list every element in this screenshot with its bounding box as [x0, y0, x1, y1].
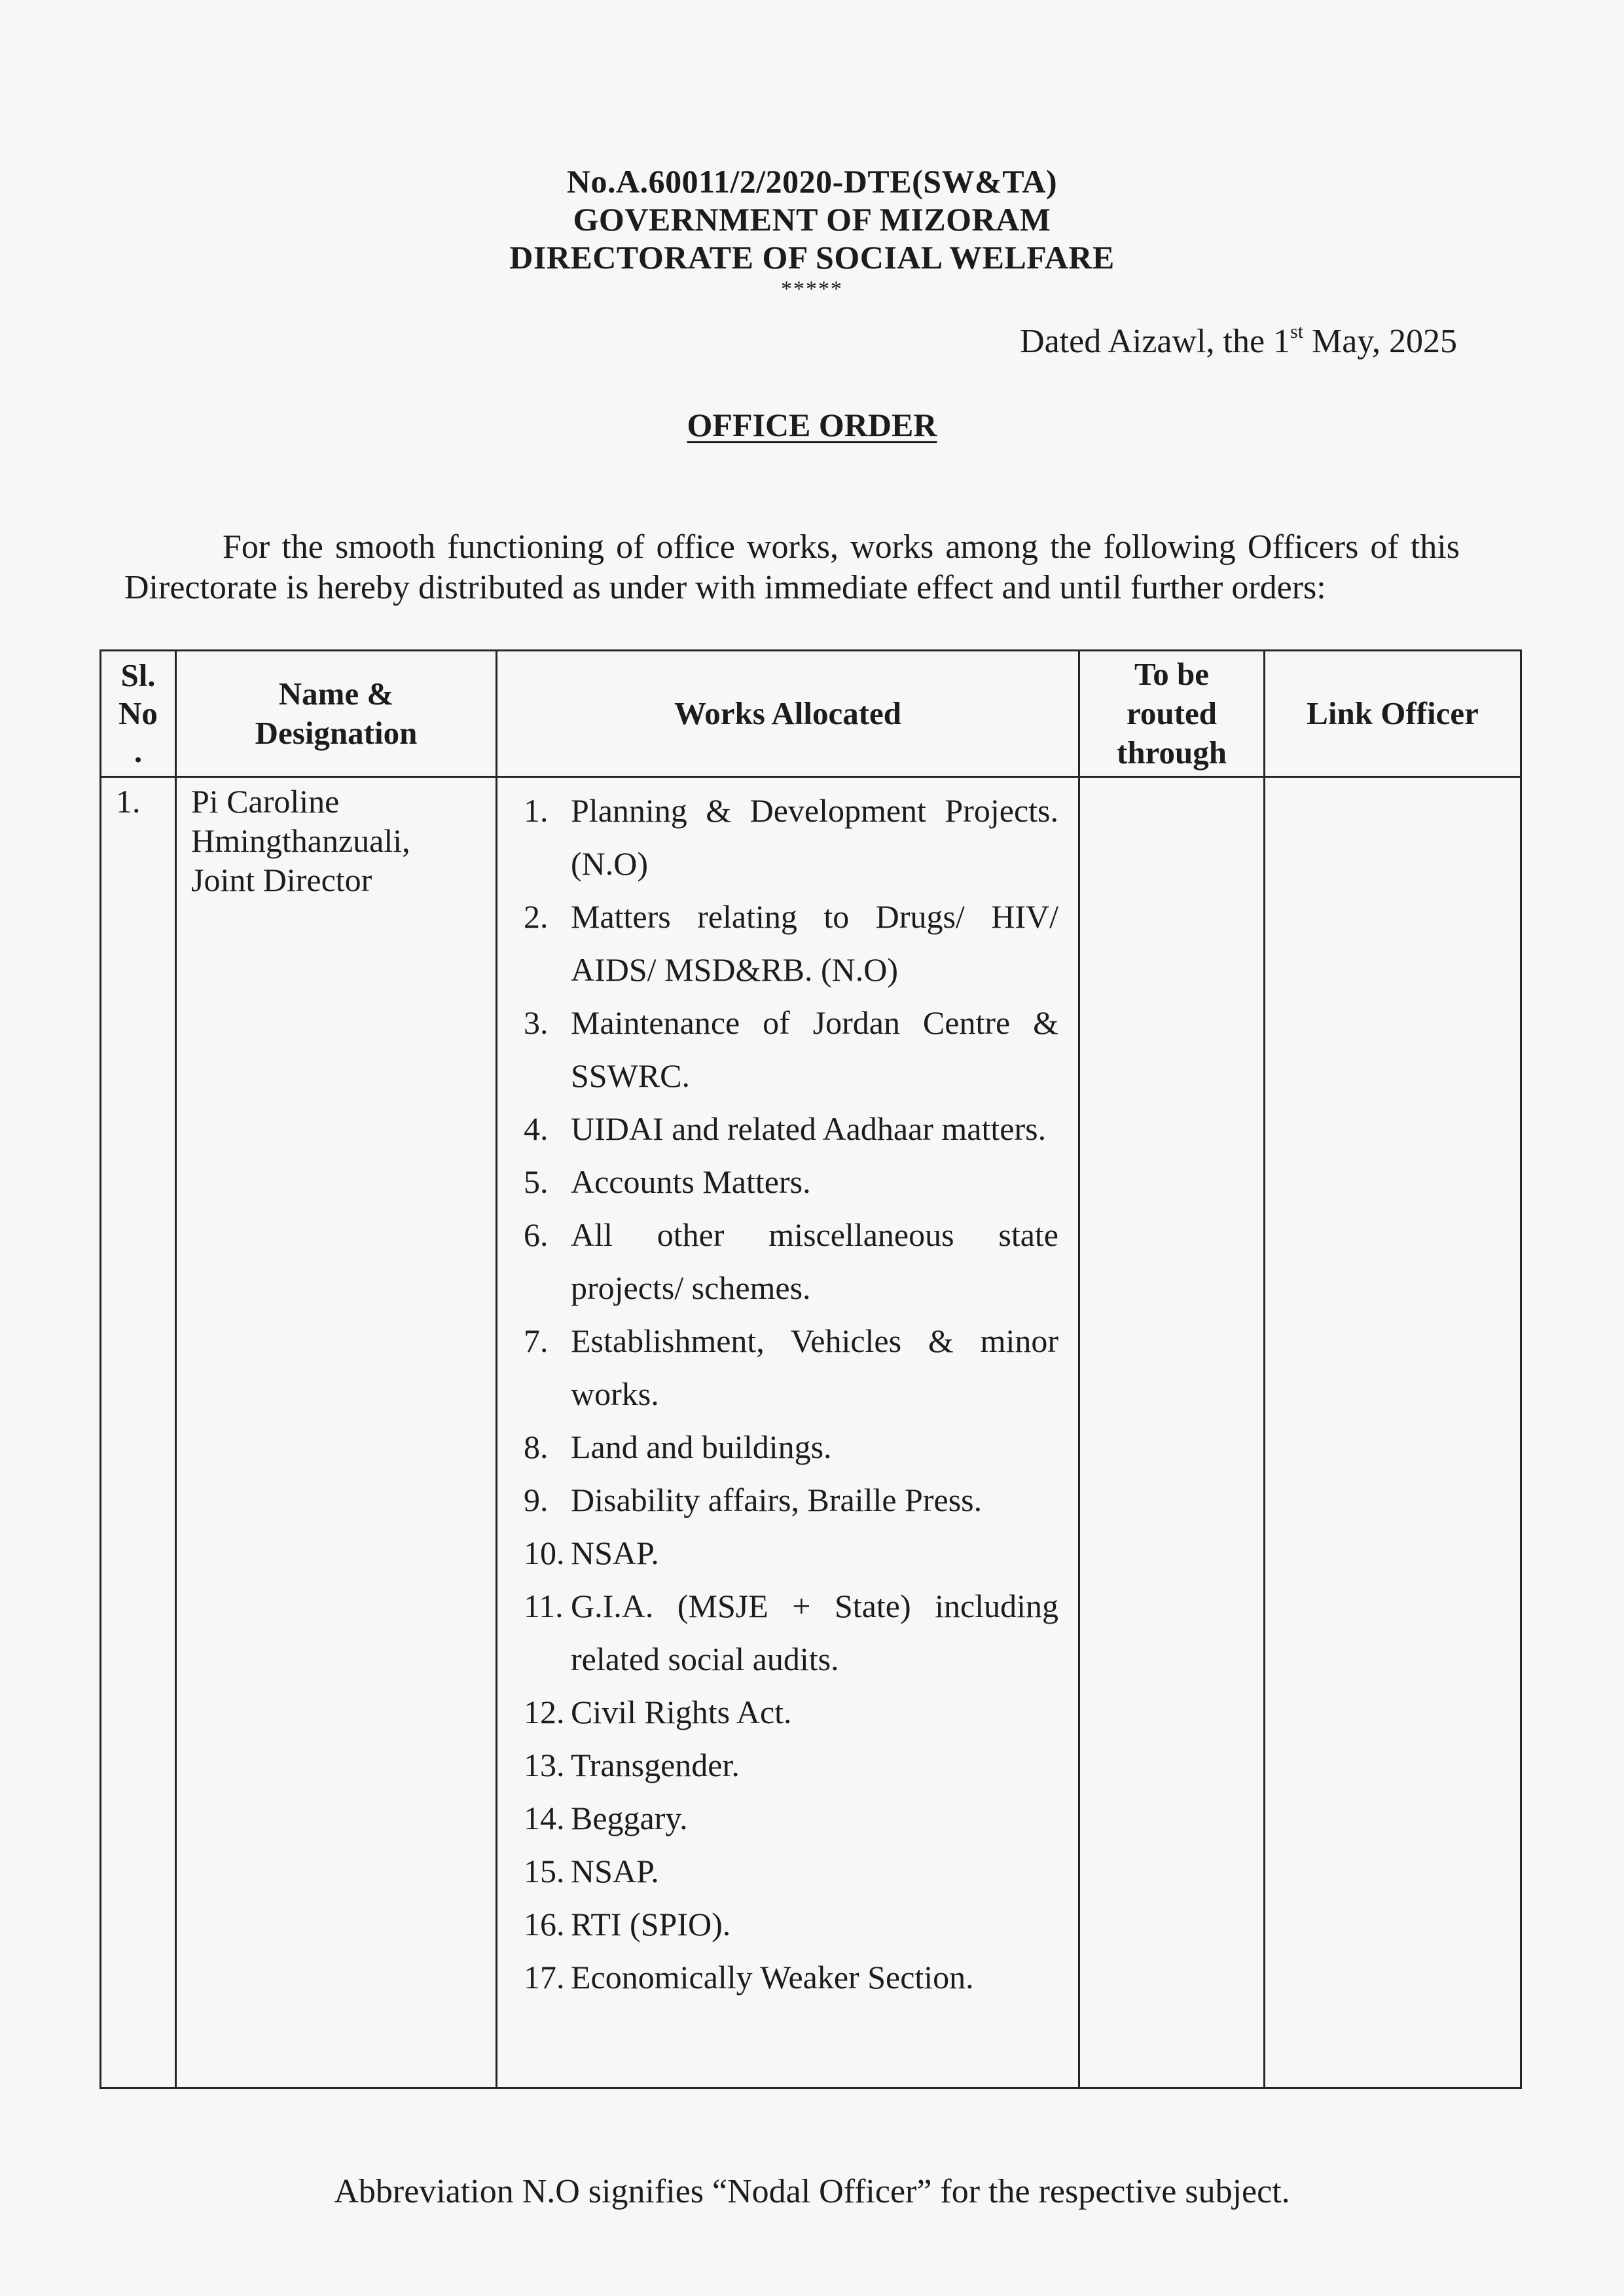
list-item: 3. Maintenance of Jordan Centre & SSWRC. — [524, 1004, 1058, 1094]
cell-sl-no — [101, 777, 176, 2088]
list-item: 5. Accounts Matters. — [524, 1163, 811, 1200]
abbreviation-note: Abbreviation N.O signifies “Nodal Officer” for the respective subject. — [334, 2173, 1290, 2210]
list-item: 6. All other miscellaneous state projects/ schemes. — [524, 1216, 1058, 1306]
table-row — [101, 777, 1521, 2088]
cell-link-officer — [1265, 777, 1521, 2088]
cell-routed-through — [1079, 777, 1265, 2088]
list-item: 13. Transgender. — [524, 1747, 740, 1783]
list-item: 9. Disability affairs, Braille Press. — [524, 1482, 983, 1518]
order-title-text: OFFICE ORDER — [687, 407, 937, 443]
list-item: 1. Planning & Development Projects. (N.O) — [524, 792, 1058, 882]
list-item: 4. UIDAI and related Aadhaar matters. — [524, 1110, 1047, 1147]
date-ordinal: st — [1290, 321, 1304, 342]
date-line — [1020, 322, 1457, 361]
reference-number: No.A.60011/2/2020-DTE(SW&TA) — [566, 163, 1058, 200]
officer-name: Pi Caroline Hmingthanzuali, Joint Director — [191, 783, 410, 898]
table-header-row — [101, 651, 1521, 777]
date-rest: May, 2025 — [1303, 323, 1457, 360]
separator-stars: ***** — [781, 277, 843, 301]
list-item: 16. RTI (SPIO). — [524, 1906, 731, 1942]
letterhead — [0, 162, 1624, 301]
list-item: 10. NSAP. — [524, 1535, 659, 1571]
cell-works-allocated — [497, 777, 1079, 2088]
list-item: 7. Establishment, Vehicles & minor works. — [524, 1322, 1058, 1412]
intro-paragraph: For the smooth functioning of office works, works among the following Officers of this Directorate is hereby distributed as under with immediate effect and until further orders: — [124, 528, 1460, 606]
header-routed-through: To be routed through — [1079, 651, 1265, 777]
list-item: 15. NSAP. — [524, 1853, 659, 1889]
work-allocation-table — [99, 649, 1522, 2089]
header-name-designation: Name & Designation — [176, 651, 497, 777]
header-link-officer: Link Officer — [1265, 651, 1521, 777]
directorate-name: DIRECTORATE OF SOCIAL WELFARE — [509, 239, 1115, 276]
sl-no-value: 1. — [116, 783, 141, 820]
list-item: 11. G.I.A. (MSJE + State) including related social audits. — [524, 1588, 1058, 1677]
list-item: 12. Civil Rights Act. — [524, 1694, 792, 1730]
list-item: 17. Economically Weaker Section. — [524, 1959, 974, 1995]
list-item: 8. Land and buildings. — [524, 1429, 832, 1465]
cell-name-designation — [176, 777, 497, 2088]
order-title — [0, 406, 1624, 444]
date-prefix: Dated Aizawl, the 1 — [1020, 323, 1291, 360]
works-list — [497, 778, 1078, 2004]
list-item: 2. Matters relating to Drugs/ HIV/ AIDS/ MSD&RB. (N.O) — [524, 898, 1058, 988]
government-name: GOVERNMENT OF MIZORAM — [573, 201, 1051, 238]
list-item: 14. Beggary. — [524, 1800, 688, 1836]
header-sl-no: Sl. No . — [101, 651, 176, 777]
header-works-allocated: Works Allocated — [497, 651, 1079, 777]
